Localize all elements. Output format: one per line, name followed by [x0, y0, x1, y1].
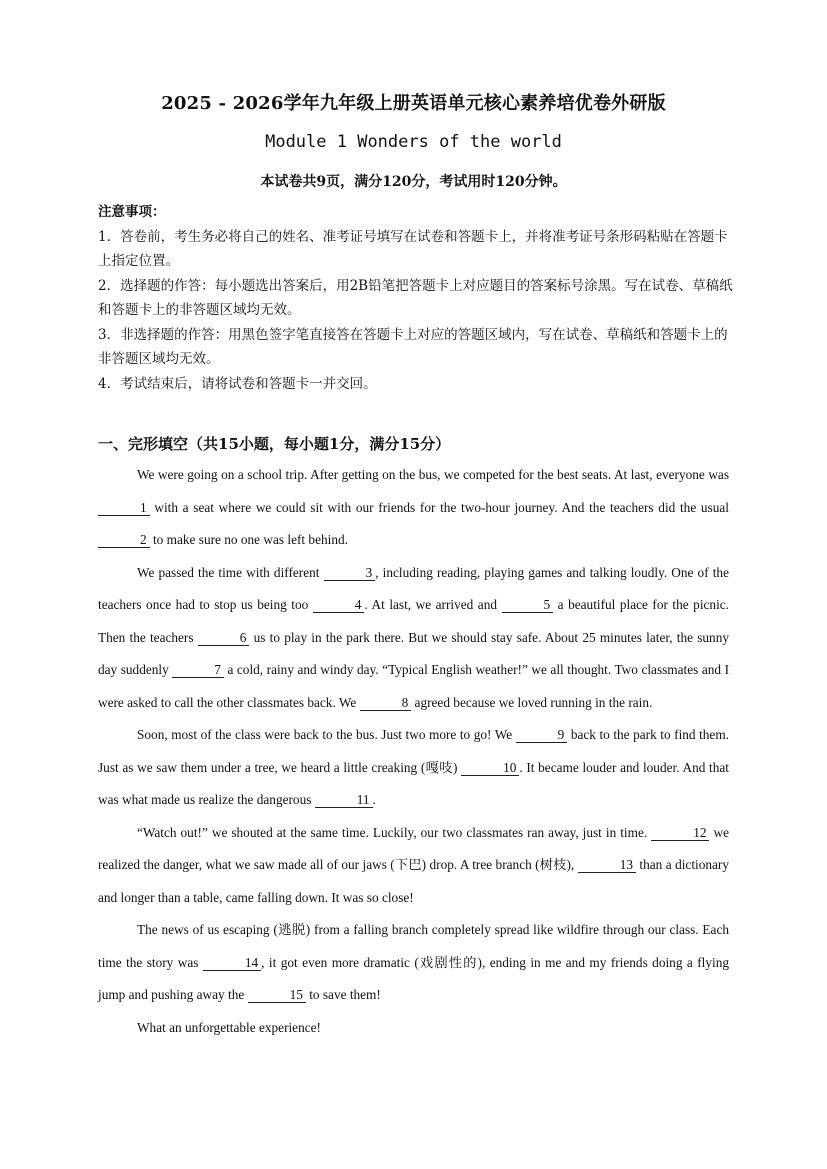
passage-text: “Watch out!” we shouted at the same time. Luckily, our two classmates ran away, just in time. [137, 824, 652, 840]
blank-11: 11 [315, 792, 373, 808]
blank-12: 12 [651, 825, 709, 841]
page-title: 2025 - 2026学年九年级上册英语单元核心素养培优卷外研版 [161, 93, 666, 114]
passage-text: a cold, rainy and windy day. “Typical English weather!” we all thought. Two classmates and I were asked to call the other classmates back. We [98, 662, 729, 710]
notice-item: 1．答卷前，考生务必将自己的姓名、准考证号填写在试卷和答题卡上，并将准考证号条形码粘贴在答题卡上指定位置。 [98, 228, 728, 269]
passage-text: a beautiful place for the picnic. Then the teachers [98, 597, 729, 645]
blank-15: 15 [248, 987, 306, 1003]
paragraph-3 [98, 719, 729, 817]
paragraph-2 [98, 557, 729, 720]
passage-text: than a dictionary and longer than a table, came falling down. It was so close! [98, 857, 729, 905]
blank-1: 1 [98, 500, 150, 516]
cloze-passage [98, 459, 729, 1044]
passage-text: , it got even more dramatic (戏剧性的), ending in me and my friends doing a flying jump and pushing away the [98, 954, 729, 1002]
blank-3: 3 [324, 565, 376, 581]
passage-text: to save them! [305, 987, 381, 1002]
module-title: Module 1 Wonders of the world [265, 132, 562, 152]
passage-text: back to the park to find them. Just as we saw them under a tree, we heard a little creaking (嘎吱) [98, 727, 730, 775]
passage-text: Soon, most of the class were back to the bus. Just two more to go! We [137, 727, 516, 742]
blank-8: 8 [360, 695, 412, 711]
notice-item: 4．考试结束后，请将试卷和答题卡一并交回。 [98, 375, 377, 392]
passage-text: to make sure no one was left behind. [149, 532, 348, 547]
blank-10: 10 [461, 760, 519, 776]
passage-text: We were going on a school trip. After getting on the bus, we competed for the best seats. At last, everyone was [137, 467, 729, 482]
passage-text: We passed the time with different [137, 564, 324, 580]
blank-13: 13 [578, 857, 636, 873]
notice-heading: 注意事项： [98, 204, 166, 220]
passage-text: . At last, we arrived and [364, 597, 502, 612]
blank-7: 7 [172, 662, 224, 678]
notice-item: 2．选择题的作答：每小题选出答案后，用2B铅笔把答题卡上对应题目的答案标号涂黑。写在试卷、草稿纸和答题卡上的非答题区域均无效。 [98, 277, 733, 318]
notice-item: 3．非选择题的作答：用黑色签字笔直接答在答题卡上对应的答题区域内，写在试卷、草稿纸和答题卡上的非答题区域均无效。 [98, 326, 728, 367]
paragraph-4 [98, 817, 729, 915]
blank-2: 2 [98, 532, 150, 548]
blank-9: 9 [516, 727, 568, 743]
blank-6: 6 [198, 630, 250, 646]
paragraph-5 [98, 914, 729, 1012]
notice-block [98, 200, 738, 396]
exam-info: 本试卷共9页，满分120分，考试用时120分钟。 [260, 174, 567, 190]
passage-text: we realized the danger, what we saw made all of our jaws (下巴) drop. A tree branch (树枝), [98, 824, 729, 872]
blank-5: 5 [502, 597, 554, 613]
passage-text: with a seat where we could sit with our friends for the two-hour journey. And the teachers did the usual [149, 499, 729, 515]
blank-14: 14 [203, 955, 261, 971]
paragraph-1 [98, 459, 729, 557]
passage-text: , including reading, playing games and talking loudly. One of the teachers once had to stop us being too [98, 564, 729, 612]
section-heading: 一、完形填空（共15小题，每小题1分，满分15分） [98, 435, 451, 453]
paragraph-6: What an unforgettable experience! [137, 1019, 321, 1035]
passage-text: . It became louder and louder. And that was what made us realize the dangerous [98, 759, 729, 807]
blank-4: 4 [313, 597, 365, 613]
passage-text: agreed because we loved running in the rain. [411, 694, 653, 710]
passage-text: . [372, 792, 376, 807]
passage-text: The news of us escaping (逃脱) from a falling branch completely spread like wildfire through our class. Each time the story was [98, 922, 729, 970]
passage-text: us to play in the park there. But we should stay safe. About 25 minutes later, the sunny day suddenly [98, 629, 730, 677]
